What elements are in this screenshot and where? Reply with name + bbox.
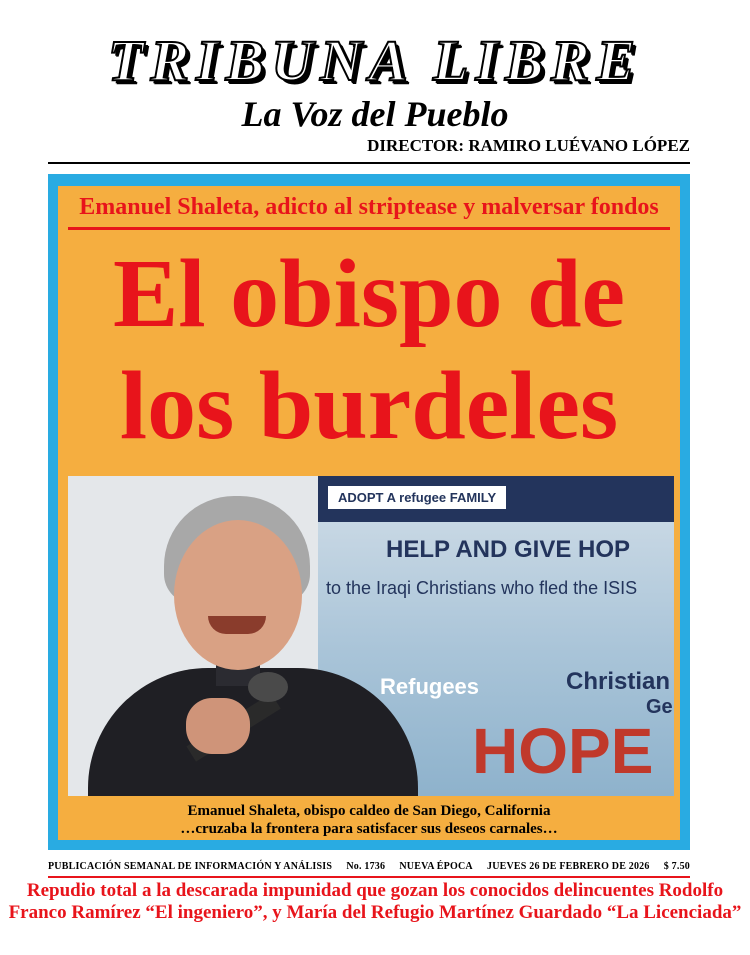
photo-banner-hope: HOPE xyxy=(472,715,654,787)
photo-banner-refugees: Refugees xyxy=(380,674,480,699)
caption-line-1: Emanuel Shaleta, obispo caldeo de San Diego, California xyxy=(187,803,551,819)
photo-banner-help: HELP AND GIVE HOP xyxy=(386,536,631,563)
photo-banner-christian xyxy=(566,668,673,719)
microphone-icon xyxy=(248,672,288,702)
masthead-subtitle: La Voz del Pueblo xyxy=(241,94,509,134)
issue-number: No. 1736 xyxy=(346,860,386,872)
bottom-headline-line-1: Repudio total a la descarada impunidad que gozan los conocidos delincuentes Rodolfo xyxy=(26,880,724,901)
bishop-hand xyxy=(186,698,250,754)
cover-panel xyxy=(58,186,680,840)
issue-price: $ 7.50 xyxy=(663,860,690,872)
cover-kicker: Emanuel Shaleta, adicto al striptease y malversar fondos xyxy=(79,194,659,220)
masthead-block xyxy=(0,30,750,134)
photo-banner-christian-text: Christian xyxy=(566,668,671,695)
bishop-smile xyxy=(208,616,266,634)
photo-banner-ge: Ge xyxy=(646,696,673,718)
publication-info-strip xyxy=(48,858,690,874)
top-divider xyxy=(48,162,690,164)
photo-banner-iraqi: to the Iraqi Christians who fled the ISIS xyxy=(326,578,638,598)
headline-line-1: El obispo de xyxy=(113,240,625,348)
headline-line-2: los burdeles xyxy=(119,352,619,460)
publication-description: PUBLICACIÓN SEMANAL DE INFORMACIÓN Y ANÁLISIS xyxy=(48,860,333,872)
bottom-divider xyxy=(48,876,690,878)
cover-frame xyxy=(48,174,690,850)
bottom-headline xyxy=(0,880,750,924)
director-credit: DIRECTOR: RAMIRO LUÉVANO LÓPEZ xyxy=(367,136,690,155)
bottom-headline-line-2: Franco Ramírez “El ingeniero”, y María del Refugio Martínez Guardado “La Licenciada” xyxy=(8,902,742,923)
epoch-label: NUEVA ÉPOCA xyxy=(399,860,473,872)
masthead-title: TRIBUNA LIBRE xyxy=(107,28,643,93)
cover-headline xyxy=(58,238,680,462)
caption-line-2: …cruzaba la frontera para satisfacer sus deseos carnales… xyxy=(180,821,558,837)
photo-banner-adopt: ADOPT A refugee FAMILY xyxy=(328,486,506,509)
photo-caption xyxy=(58,802,680,838)
kicker-divider xyxy=(68,227,670,230)
bishop-head xyxy=(174,520,302,670)
cover-photo xyxy=(68,476,674,796)
issue-date: JUEVES 26 DE FEBRERO DE 2026 xyxy=(487,860,650,872)
